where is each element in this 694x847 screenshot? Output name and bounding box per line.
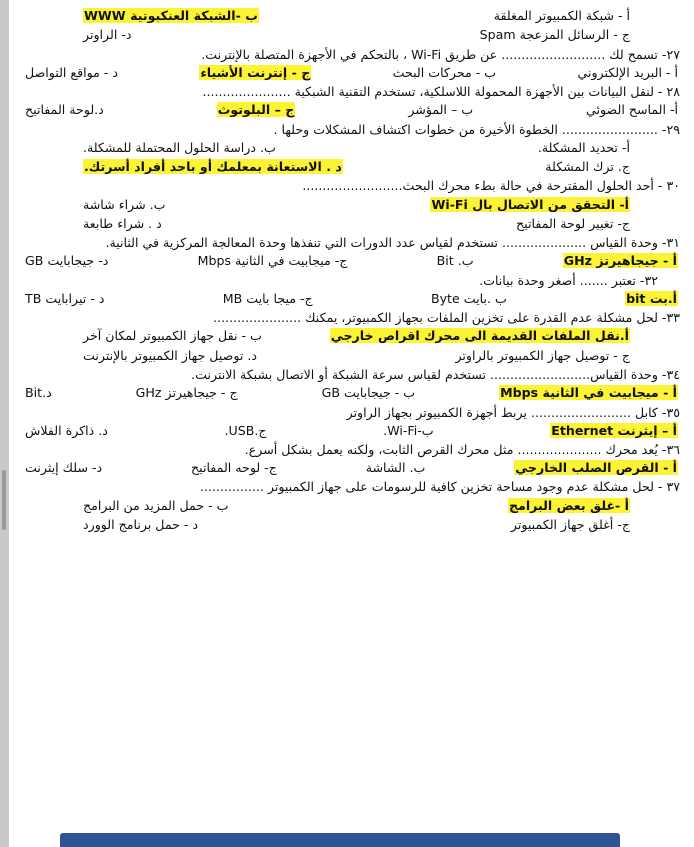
- option-choice[interactable]: [223, 291, 313, 307]
- option-choice[interactable]: [455, 348, 630, 364]
- question-text: ٣٧ - لحل مشكلة عدم وجود مساحة تخزين كافية للرسومات على جهاز الكمبيوتر ................: [199, 479, 680, 495]
- question-text: ٢٨ - لنقل البيانات بين الأجهزة المحمولة اللاسلكية، تستخدم التقنية الشبكية ......................: [202, 84, 680, 100]
- option-choice[interactable]: [508, 498, 630, 514]
- option-label: أ - شبكة الكمبيوتر المغلقة: [493, 8, 630, 23]
- option-label: ب - جيجابايت GB: [321, 385, 416, 401]
- option-label: د . الاستعانة بمعلمك أو باحد أفراد أسرتك.: [84, 159, 342, 175]
- option-label: ب - محركات البحث: [392, 64, 497, 80]
- option-choice[interactable]: [330, 328, 630, 344]
- option-label: د.لوحة المفاتيح: [25, 102, 104, 118]
- option-row: [19, 159, 680, 175]
- option-row: [19, 27, 680, 43]
- option-choice[interactable]: [545, 159, 630, 175]
- option-row: [19, 253, 680, 269]
- option-label: ب -الشبكة العنكبوتية WWW: [84, 8, 258, 23]
- option-label: ج - جيجاهيرتز GHz: [135, 385, 238, 401]
- option-choice[interactable]: [516, 216, 630, 232]
- option-choice[interactable]: [83, 216, 162, 232]
- option-label: أ - القرص الصلب الخارجي: [515, 460, 677, 476]
- footer-accent-bar: [60, 833, 620, 847]
- option-label: ج.USB.: [224, 422, 267, 438]
- option-label: د. توصيل جهاز الكمبيوتر بالإنترنت: [83, 347, 257, 363]
- question-text: ٣٠ - أحد الحلول المقترحة في حالة بطء محرك البحث.........................: [302, 178, 680, 194]
- worksheet-sheet: [9, 0, 694, 847]
- option-label: أ- تحديد المشكلة.: [537, 139, 630, 155]
- option-choice[interactable]: [25, 253, 108, 269]
- question-text: ٢٩- ........................ الخطوة الأخيرة من خطوات اكتشاف المشكلات وحلها .: [273, 121, 680, 137]
- option-label: د.Bit: [25, 385, 52, 401]
- option-choice[interactable]: [430, 197, 630, 213]
- option-row: [19, 102, 680, 118]
- scrollbar-track[interactable]: [0, 0, 9, 847]
- option-choice[interactable]: [366, 460, 426, 476]
- option-label: أ- الماسح الضوئي: [586, 102, 678, 118]
- option-row: [19, 498, 680, 514]
- option-choice[interactable]: [480, 27, 630, 43]
- option-choice[interactable]: [225, 423, 267, 439]
- option-choice[interactable]: [499, 385, 678, 401]
- option-choice[interactable]: [191, 460, 277, 476]
- option-row: [19, 65, 680, 81]
- option-row: [19, 291, 680, 307]
- option-label: ج - الرسائل المزعجة Spam: [479, 27, 630, 43]
- option-row: [19, 216, 680, 232]
- question-list: [19, 8, 680, 533]
- option-choice[interactable]: [586, 102, 678, 118]
- option-row: [19, 517, 680, 533]
- option-label: ب. الشاشة: [365, 460, 426, 476]
- option-choice[interactable]: [83, 197, 165, 213]
- option-row: [19, 328, 680, 344]
- option-choice[interactable]: [25, 385, 52, 401]
- option-label: أ -غلق بعض البرامج: [508, 497, 629, 513]
- option-choice[interactable]: [83, 498, 229, 514]
- option-row: [19, 197, 680, 213]
- option-choice[interactable]: [83, 27, 131, 43]
- option-choice[interactable]: [538, 140, 630, 156]
- option-label: ب. شراء شاشة: [83, 196, 166, 212]
- option-label: ب. دراسة الحلول المحتملة للمشكلة.: [83, 139, 276, 155]
- question-text: ٢٧- تسمح لك .......................... عن طريق Wi-Fi ، بالتحكم في الأجهزة المتصلة بالإنترنت.: [201, 46, 680, 62]
- option-label: أ.نقل الملفات القديمة الى محرك اقراص خارجي: [330, 328, 629, 344]
- option-choice[interactable]: [136, 385, 238, 401]
- option-label: د- الراوتر: [83, 27, 132, 43]
- option-row: [19, 348, 680, 364]
- option-choice[interactable]: [431, 291, 507, 307]
- option-label: ج - إنترنت الأشياء: [200, 64, 311, 80]
- option-label: أ - جيجاهيرتز GHz: [563, 253, 677, 269]
- option-row: [19, 423, 680, 439]
- question-text: ٣٤- وحدة القياس......................... تستخدم لقياس سرعة الشبكة أو الاتصال بشبكة الانترنت.: [191, 367, 680, 383]
- option-label: ب-Wi-Fi.: [383, 422, 434, 438]
- option-choice[interactable]: [25, 65, 118, 81]
- option-choice[interactable]: [625, 291, 678, 307]
- option-label: د- سلك إيثرنت: [25, 460, 103, 476]
- option-choice[interactable]: [577, 65, 678, 81]
- option-choice[interactable]: [494, 8, 630, 24]
- option-label: د - حمل برنامج الوورد: [83, 516, 199, 532]
- option-choice[interactable]: [199, 65, 311, 81]
- option-choice[interactable]: [25, 102, 104, 118]
- option-label: ب. Bit: [436, 253, 474, 269]
- option-choice[interactable]: [83, 159, 343, 175]
- option-label: ج- ميجابيت في الثانية Mbps: [197, 253, 348, 269]
- option-choice[interactable]: [563, 253, 678, 269]
- option-label: ج - توصيل جهاز الكمبيوتر بالراوتر: [455, 347, 630, 363]
- question-text: ٣٢- تعتبر ....... أصغر وحدة بيانات.: [479, 272, 658, 288]
- option-label: ج- تغيير لوحة المفاتيح: [516, 215, 630, 231]
- option-label: أ.بت bit: [626, 290, 677, 306]
- question-text: ٣١- وحدة القياس ..................... تستخدم لقياس عدد الدورات التي تنفذها وحدة المعالجة المركزية في الثانية.: [105, 235, 680, 251]
- option-label: ب - نقل جهاز الكمبيوتر لمكان آخر: [83, 328, 262, 344]
- option-label: ج- ميجا بايت MB: [222, 290, 313, 306]
- option-label: ج- أغلق جهاز الكمبيوتر: [510, 516, 630, 532]
- scrollbar-thumb[interactable]: [2, 470, 6, 530]
- option-choice[interactable]: [408, 102, 473, 118]
- option-choice[interactable]: [550, 423, 678, 439]
- option-label: د - تيرابايت TB: [25, 290, 105, 306]
- option-label: ب - حمل المزيد من البرامج: [83, 497, 229, 513]
- question-text: ٣٥- كابل ......................... يربط أجهزة الكمبيوتر بجهاز الراوتر: [346, 404, 680, 420]
- option-choice[interactable]: [393, 65, 497, 81]
- option-choice[interactable]: [83, 8, 259, 24]
- option-choice[interactable]: [25, 460, 102, 476]
- option-label: ج- لوحه المفاتيح: [191, 460, 277, 476]
- option-label: د . شراء طابعة: [83, 215, 162, 231]
- option-label: د- جيجابايت GB: [25, 253, 109, 269]
- option-choice[interactable]: [322, 385, 416, 401]
- option-label: أ - البريد الإلكتروني: [577, 64, 678, 80]
- option-label: أ- التحقق من الاتصال بال Wi-Fi: [431, 196, 629, 212]
- question-text: ٣٦- يُعد محرك ..................... مثل محرك القرص الثابت، ولكنه يعمل بشكل أسرع.: [244, 442, 680, 458]
- option-label: ج. ترك المشكلة: [545, 159, 630, 175]
- option-label: ب .بايت Byte: [430, 290, 507, 306]
- option-choice[interactable]: [217, 102, 296, 118]
- option-choice[interactable]: [83, 328, 262, 344]
- option-label: ج – البلوتوث: [217, 102, 295, 118]
- option-choice[interactable]: [83, 517, 198, 533]
- option-choice[interactable]: [83, 348, 257, 364]
- option-choice[interactable]: [83, 140, 276, 156]
- option-label: أ - ميجابيت في الثانية Mbps: [500, 385, 677, 401]
- option-label: د. ذاكرة الفلاش: [25, 422, 108, 438]
- option-label: أ – إيثرنت Ethernet: [551, 422, 677, 438]
- option-row: [19, 8, 680, 24]
- question-text: ٣٣- لحل مشكلة عدم القدرة على تخزين الملفات بجهاز الكمبيوتر، يمكنك ......................: [213, 310, 680, 326]
- option-label: ب – المؤشر: [408, 102, 474, 118]
- option-label: د - مواقع التواصل: [25, 64, 119, 80]
- option-choice[interactable]: [25, 423, 108, 439]
- option-row: [19, 140, 680, 156]
- option-choice[interactable]: [437, 253, 474, 269]
- option-choice[interactable]: [514, 460, 678, 476]
- option-row: [19, 385, 680, 401]
- option-choice[interactable]: [25, 291, 104, 307]
- option-choice[interactable]: [383, 423, 433, 439]
- option-choice[interactable]: [198, 253, 348, 269]
- option-row: [19, 460, 680, 476]
- option-choice[interactable]: [511, 517, 630, 533]
